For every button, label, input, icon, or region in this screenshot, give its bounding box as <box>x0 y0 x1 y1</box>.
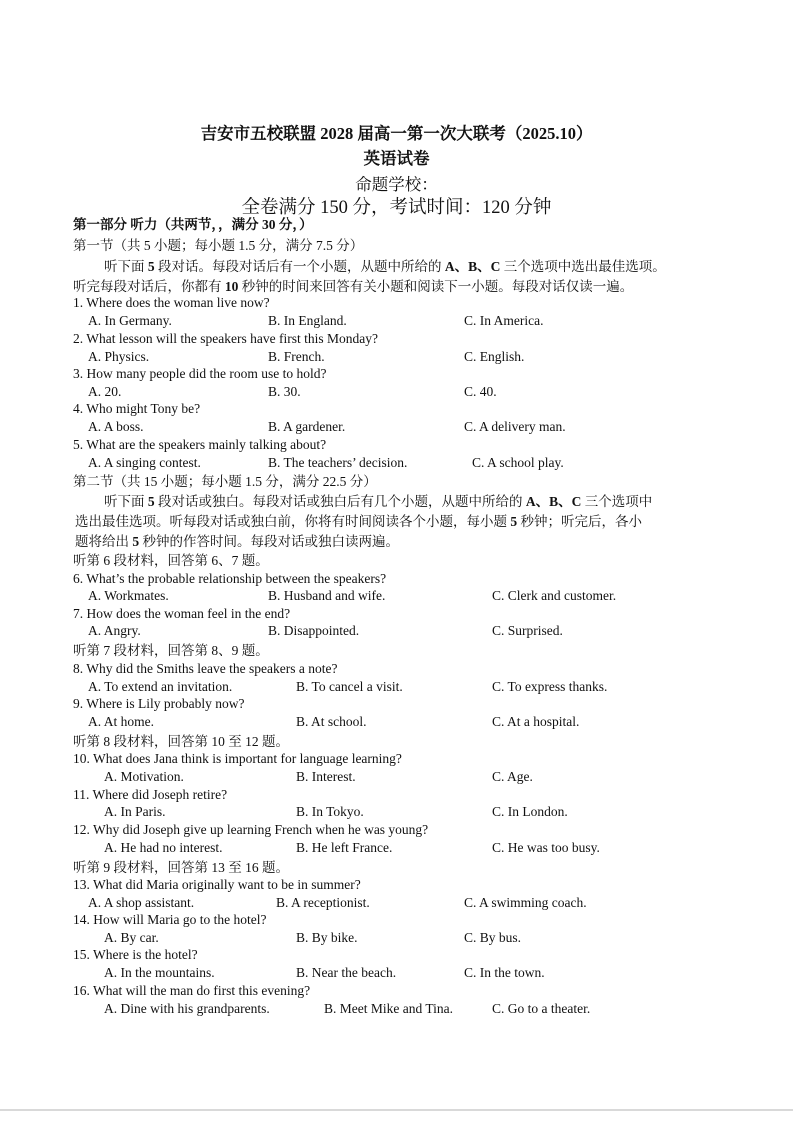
instr-options: A、B、C <box>444 259 501 274</box>
option-4c: C. A delivery man. <box>464 419 566 434</box>
option-8b: B. To cancel a visit. <box>296 679 403 694</box>
option-16b: B. Meet Mike and Tina. <box>324 1001 454 1016</box>
option-6c: C. Clerk and customer. <box>492 588 617 603</box>
instr-options: A、B、C <box>525 494 582 509</box>
question-10: 10. What does Jana think is important for language learning? <box>73 751 402 766</box>
option-14a: A. By car. <box>104 930 159 945</box>
option-7b: B. Disappointed. <box>268 623 360 638</box>
option-5c: C. A school play. <box>472 455 564 470</box>
option-4a: A. A boss. <box>88 419 144 434</box>
question-8: 8. Why did the Smiths leave the speakers a note? <box>73 661 338 676</box>
instr-number: 5 <box>147 259 155 274</box>
option-4b: B. A gardener. <box>268 419 346 434</box>
material-7-heading: 听第 7 段材料，回答第 8、9 题。 <box>73 643 269 658</box>
option-11b: B. In Tokyo. <box>296 804 364 819</box>
instr-text: 秒钟的时间来回答有关小题和阅读下一小题。每段对话仅读一遍。 <box>238 279 634 294</box>
material-6-heading: 听第 6 段材料，回答第 6、7 题。 <box>73 553 269 568</box>
option-12b: B. He left France. <box>296 840 393 855</box>
option-6b: B. Husband and wife. <box>268 588 386 603</box>
option-10c: C. Age. <box>492 769 533 784</box>
option-13c: C. A swimming coach. <box>464 895 587 910</box>
instr-number: 5 <box>132 534 140 549</box>
option-16c: C. Go to a theater. <box>492 1001 591 1016</box>
question-13: 13. What did Maria originally want to be in summer? <box>73 877 361 892</box>
instr-text: 选出最佳选项。听每段对话或独白前，你将有时间阅读各个小题，每小题 <box>75 514 511 529</box>
option-5a: A. A singing contest. <box>88 455 201 470</box>
instr-text: 听完每段对话后，你都有 <box>73 279 225 294</box>
instr-number: 10 <box>224 279 239 294</box>
option-3a: A. 20. <box>88 384 122 399</box>
option-7a: A. Angry. <box>88 623 141 638</box>
question-5: 5. What are the speakers mainly talking about? <box>73 437 327 452</box>
instr-text: 听下面 <box>104 259 148 274</box>
question-6: 6. What’s the probable relationship between the speakers? <box>73 571 387 586</box>
instr-text: 段对话。每段对话后有一个小题，从题中所给的 <box>154 259 445 274</box>
option-8a: A. To extend an invitation. <box>88 679 233 694</box>
instr-text: 秒钟的作答时间。每段对话或独白读两遍。 <box>139 534 399 549</box>
section2-instruction-line1 <box>104 493 652 511</box>
option-15c: C. In the town. <box>464 965 545 980</box>
page-bottom-divider <box>0 1109 793 1111</box>
option-11a: A. In Paris. <box>104 804 166 819</box>
option-13b: B. A receptionist. <box>276 895 370 910</box>
option-9b: B. At school. <box>296 714 367 729</box>
instr-text: 题将给出 <box>75 534 133 549</box>
option-7c: C. Surprised. <box>492 623 563 638</box>
question-14: 14. How will Maria go to the hotel? <box>73 912 267 927</box>
option-11c: C. In London. <box>492 804 568 819</box>
section2-heading: 第二节（共 15 小题；每小题 1.5 分，满分 22.5 分） <box>73 474 377 489</box>
option-10a: A. Motivation. <box>104 769 184 784</box>
material-9-heading: 听第 9 段材料，回答第 13 至 16 题。 <box>73 860 289 875</box>
question-4: 4. Who might Tony be? <box>73 401 201 416</box>
part1-heading: 第一部分 听力（共两节，，满分 30 分，） <box>73 217 313 232</box>
question-16: 16. What will the man do first this evening? <box>73 983 311 998</box>
instr-text: 段对话或独白。每段对话或独白后有几个小题，从题中所给的 <box>154 494 526 509</box>
score-time-line: 全卷满分 150 分，考试时间：120 分钟 <box>241 198 552 218</box>
option-14c: C. By bus. <box>464 930 522 945</box>
question-9: 9. Where is Lily probably now? <box>73 696 245 711</box>
option-5b: B. The teachers’ decision. <box>268 455 408 470</box>
option-16a: A. Dine with his grandparents. <box>104 1001 270 1016</box>
option-15b: B. Near the beach. <box>296 965 397 980</box>
exam-title: 吉安市五校联盟 2028 届高一第一次大联考（2025.10） <box>200 124 593 143</box>
instr-text: 三个选项中选出最佳选项。 <box>500 259 666 274</box>
option-12c: C. He was too busy. <box>492 840 600 855</box>
question-2: 2. What lesson will the speakers have first this Monday? <box>73 331 378 346</box>
question-12: 12. Why did Joseph give up learning French when he was young? <box>73 822 429 837</box>
instr-text: 三个选项中 <box>581 494 653 509</box>
option-9a: A. At home. <box>88 714 154 729</box>
option-10b: B. Interest. <box>296 769 356 784</box>
option-2b: B. French. <box>268 349 325 364</box>
question-11: 11. Where did Joseph retire? <box>73 787 228 802</box>
option-2c: C. English. <box>464 349 525 364</box>
option-14b: B. By bike. <box>296 930 358 945</box>
section1-instruction-line1 <box>104 258 666 276</box>
option-13a: A. A shop assistant. <box>88 895 195 910</box>
instr-number: 5 <box>510 514 518 529</box>
option-3c: C. 40. <box>464 384 497 399</box>
section1-heading: 第一节（共 5 小题；每小题 1.5 分，满分 7.5 分） <box>73 238 364 253</box>
option-6a: A. Workmates. <box>88 588 169 603</box>
section2-instruction-line3 <box>75 533 399 551</box>
option-3b: B. 30. <box>268 384 301 399</box>
option-9c: C. At a hospital. <box>492 714 580 729</box>
question-7: 7. How does the woman feel in the end? <box>73 606 291 621</box>
question-15: 15. Where is the hotel? <box>73 947 198 962</box>
question-1: 1. Where does the woman live now? <box>73 295 270 310</box>
setter-line: 命题学校： <box>355 175 438 194</box>
question-3: 3. How many people did the room use to hold? <box>73 366 327 381</box>
instr-text: 秒钟；听完后，各小 <box>517 514 642 529</box>
option-15a: A. In the mountains. <box>104 965 215 980</box>
subject-title: 英语试卷 <box>363 149 430 168</box>
option-1c: C. In America. <box>464 313 544 328</box>
option-1b: B. In England. <box>268 313 347 328</box>
option-8c: C. To express thanks. <box>492 679 608 694</box>
material-8-heading: 听第 8 段材料，回答第 10 至 12 题。 <box>73 734 289 749</box>
option-2a: A. Physics. <box>88 349 150 364</box>
section2-instruction-line2 <box>75 513 642 531</box>
instr-number: 5 <box>147 494 155 509</box>
option-1a: A. In Germany. <box>88 313 172 328</box>
instr-text: 听下面 <box>104 494 148 509</box>
option-12a: A. He had no interest. <box>104 840 223 855</box>
